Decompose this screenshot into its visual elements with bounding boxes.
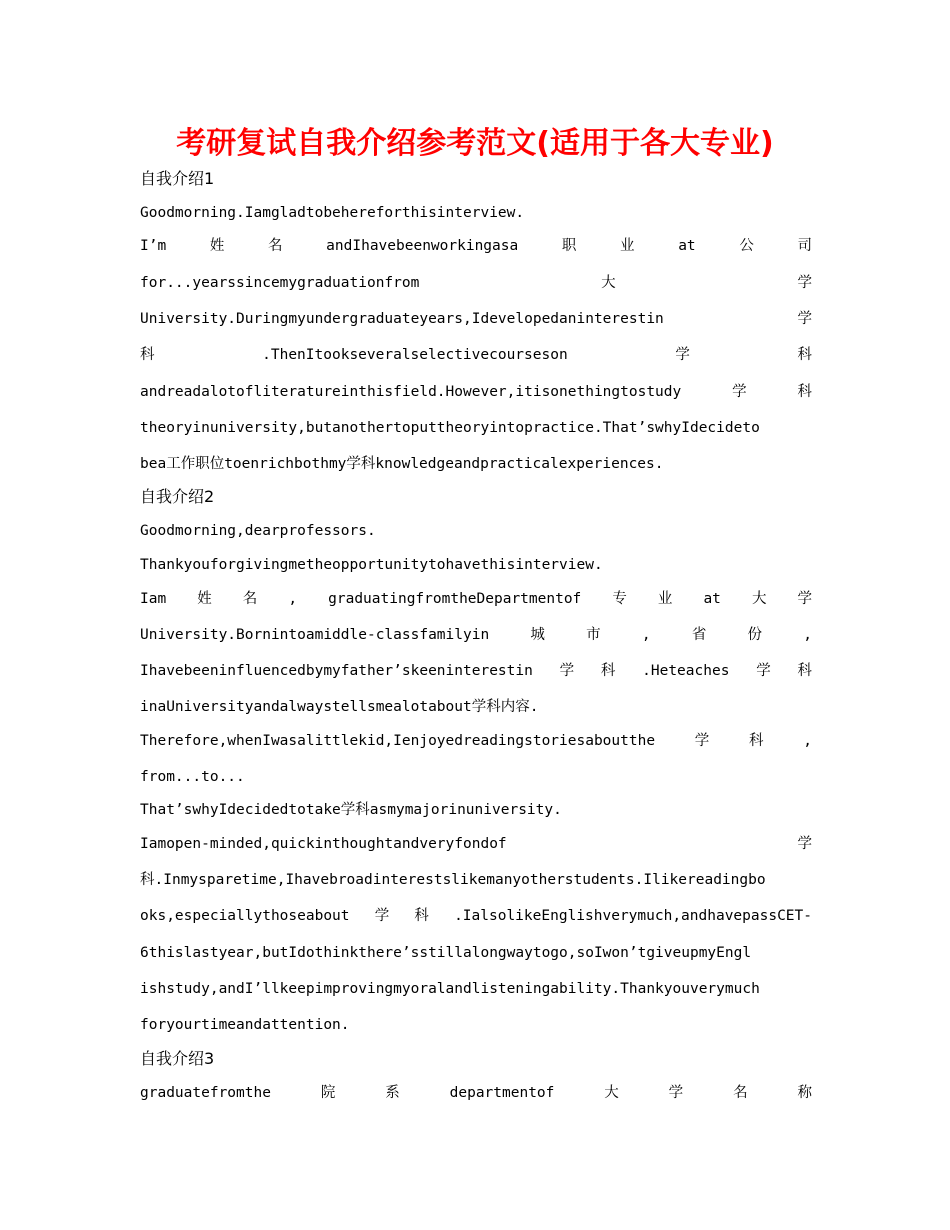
text-segment: departmentof — [449, 1085, 555, 1101]
text-segment: 科.Inmysparetime,Ihavebroadinterestslikemanyotherstudents.Ilikereadingbo — [140, 872, 766, 888]
text-segment: Iam — [140, 591, 167, 607]
text-line — [140, 343, 812, 367]
text-segment: 6thislastyear,butIdothinkthere’sstillalongwaytogo,soIwon’tgiveupmyEngl — [140, 945, 752, 961]
text-segment: .Heteaches — [642, 663, 730, 679]
text-segment: 姓 — [197, 591, 212, 607]
text-segment: , — [803, 733, 812, 749]
text-line — [140, 271, 812, 295]
text-line — [140, 519, 812, 543]
text-segment: 系 — [385, 1085, 400, 1101]
section-heading: 自我介绍1 — [140, 169, 215, 188]
text-segment: 学 — [797, 836, 812, 852]
text-line — [140, 307, 812, 331]
text-segment: 名 — [242, 591, 258, 607]
text-line — [140, 1081, 812, 1105]
text-segment: 学 — [675, 347, 690, 363]
text-segment: 名 — [733, 1085, 748, 1101]
text-line — [140, 765, 812, 789]
text-segment: Goodmorning,dearprofessors. — [140, 523, 376, 539]
text-segment: .ThenItookseveralselectivecourseson — [262, 347, 568, 363]
text-segment: 专 — [612, 591, 627, 607]
text-segment: 业 — [657, 591, 673, 607]
text-segment: Thankyouforgivingmetheopportunitytohavethisinterview. — [140, 557, 603, 573]
text-segment: 大 — [751, 591, 767, 607]
text-segment: 科 — [797, 347, 812, 363]
document-title: 考研复试自我介绍参考范文(适用于各大专业) — [176, 126, 774, 161]
text-segment: 学 — [797, 591, 812, 607]
text-line — [140, 659, 812, 683]
text-segment: 科 — [797, 663, 812, 679]
text-segment: foryourtimeandattention. — [140, 1017, 350, 1033]
text-segment: 名 — [268, 238, 283, 254]
text-segment: at — [703, 591, 721, 607]
text-segment: 科 — [414, 908, 429, 924]
text-segment: 司 — [797, 238, 812, 254]
text-segment: , — [641, 627, 651, 643]
text-segment: 学 — [694, 733, 710, 749]
text-segment: 科 — [749, 733, 764, 749]
text-segment: University.Duringmyundergraduateyears,Idevelopedaninterestin — [140, 311, 664, 327]
text-line — [140, 798, 812, 822]
text-segment: , — [288, 591, 298, 607]
text-segment: graduatingfromtheDepartmentof — [328, 591, 582, 607]
text-segment: 学 — [756, 663, 771, 679]
text-line — [140, 868, 812, 892]
text-segment: .IalsolikeEnglishverymuch,andhavepassCET- — [454, 908, 812, 924]
text-line — [140, 904, 812, 928]
section-heading: 自我介绍3 — [140, 1049, 215, 1068]
text-segment: , — [803, 627, 812, 643]
text-segment: 称 — [797, 1085, 812, 1101]
text-segment: 学 — [559, 663, 575, 679]
text-segment: 院 — [320, 1085, 336, 1101]
text-line — [140, 623, 812, 647]
text-segment: Goodmorning.Iamgladtobehereforthisinterview. — [140, 205, 525, 221]
text-line — [140, 416, 812, 440]
text-segment: andreadalotofliteratureinthisfield.However,itisonethingtostudy — [140, 384, 682, 400]
text-segment: 份 — [747, 627, 763, 643]
text-segment: I’m — [140, 238, 167, 254]
text-segment: at — [678, 238, 696, 254]
text-segment: Therefore,whenIwasalittlekid,Ienjoyedreadingstoriesaboutthe — [140, 733, 656, 749]
text-segment: graduatefromthe — [140, 1085, 271, 1101]
text-segment: 学 — [732, 384, 747, 400]
text-line — [140, 729, 812, 753]
text-segment: bea工作职位toenrichbothmy学科knowledgeandpracticalexperiences. — [140, 456, 664, 472]
text-segment: oks,especiallythoseabout — [140, 908, 350, 924]
text-segment: 大 — [604, 1085, 619, 1101]
text-segment: ishstudy,andI’llkeepimprovingmyoralandlisteningability.Thankyouverymuch — [140, 981, 760, 997]
text-line — [140, 941, 812, 965]
text-segment: University.Bornintoamiddle-classfamilyin — [140, 627, 490, 643]
text-segment: 省 — [691, 627, 707, 643]
text-segment: 科 — [600, 663, 616, 679]
text-segment: 学 — [797, 311, 812, 327]
text-line — [140, 695, 812, 719]
text-line — [140, 234, 812, 258]
text-segment: 学 — [668, 1085, 684, 1101]
text-line — [140, 832, 812, 856]
text-segment: 大 — [601, 275, 616, 291]
text-segment: 学 — [374, 908, 390, 924]
text-segment: 公 — [739, 238, 754, 254]
text-segment: for...yearssincemygraduationfrom — [140, 275, 420, 291]
text-segment: 职 — [561, 238, 577, 254]
text-segment: 市 — [586, 627, 601, 643]
text-segment: 姓 — [209, 238, 225, 254]
text-segment: from...to... — [140, 769, 245, 785]
text-segment: 科 — [797, 384, 812, 400]
section-heading: 自我介绍2 — [140, 487, 215, 506]
text-segment: inaUniversityandalwaystellsmealotabout学科内容. — [140, 699, 539, 715]
text-line — [140, 553, 812, 577]
text-segment: 科 — [140, 347, 155, 363]
text-segment: Ihavebeeninfluencedbymyfather’skeeninterestin — [140, 663, 533, 679]
text-line — [140, 1013, 812, 1037]
text-line — [140, 587, 812, 611]
text-segment: 城 — [530, 627, 545, 643]
text-segment: 学 — [797, 275, 812, 291]
text-line — [140, 977, 812, 1001]
text-segment: theoryinuniversity,butanothertoputtheoryintopractice.That’swhyIdecideto — [140, 420, 760, 436]
text-line — [140, 452, 812, 476]
text-line — [140, 201, 812, 225]
text-segment: That’swhyIdecidedtotake学科asmymajorinuniversity. — [140, 802, 562, 818]
text-segment: andIhavebeenworkingasa — [326, 238, 519, 254]
text-segment: Iamopen-minded,quickinthoughtandveryfondof — [140, 836, 507, 852]
text-segment: 业 — [620, 238, 635, 254]
text-line — [140, 380, 812, 404]
